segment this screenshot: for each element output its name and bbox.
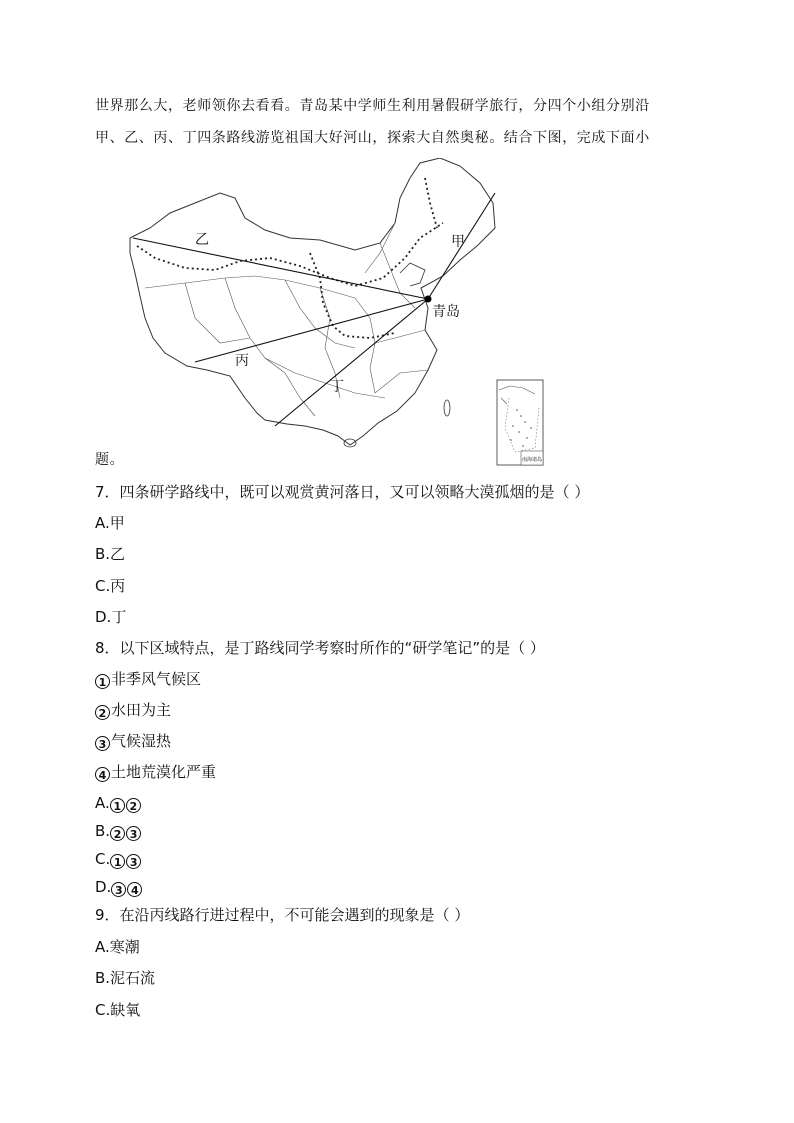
question-9-option-c[interactable]: C.缺氧 <box>95 1001 141 1019</box>
question-9-option-b[interactable]: B.泥石流 <box>95 969 156 987</box>
province-boundary <box>375 370 428 393</box>
intro-text-line-1: 世界那么大，老师领你去看看。青岛某中学师生利用暑假研学旅行，分四个小组分别沿 <box>95 98 650 114</box>
province-boundary <box>285 373 315 416</box>
circled-number: 3 <box>111 882 126 897</box>
circled-number: 2 <box>110 826 125 841</box>
question-7-option-a[interactable]: A.甲 <box>95 514 125 532</box>
china-route-map <box>125 158 545 468</box>
question-8-statement-2 <box>95 701 171 720</box>
province-boundary <box>365 223 395 273</box>
statement-text: 土地荒漠化严重 <box>111 763 217 781</box>
circled-number: 4 <box>95 767 110 782</box>
circled-number: 3 <box>126 826 141 841</box>
circled-number: 3 <box>95 736 110 751</box>
question-8-statement-1 <box>95 670 201 689</box>
option-letter: D. <box>95 878 112 896</box>
statement-text: 非季风气候区 <box>111 670 202 688</box>
circled-number: 1 <box>110 798 125 813</box>
question-8-statement-3 <box>95 732 171 751</box>
circled-number: 3 <box>126 854 141 869</box>
province-boundary <box>145 276 355 298</box>
question-9-stem: 9．在沿丙线路行进过程中，不可能会遇到的现象是（ ） <box>95 906 470 924</box>
intro-text-line-2: 甲、乙、丙、丁四条路线游览祖国大好河山，探索大自然奥秘。结合下图，完成下面小 <box>95 130 650 146</box>
province-boundary <box>225 278 285 373</box>
question-7-stem: 7．四条研学路线中，既可以观赏黄河落日，又可以领略大漠孤烟的是（ ） <box>95 483 590 501</box>
question-7-option-b[interactable]: B.乙 <box>95 545 126 563</box>
question-8-option-b[interactable] <box>95 822 142 841</box>
circled-number: 1 <box>95 674 110 689</box>
route-ding-line <box>275 299 428 426</box>
china-outline <box>130 158 495 445</box>
question-8-option-c[interactable] <box>95 850 142 869</box>
qingdao-label: 青岛 <box>432 303 460 319</box>
route-yi-line <box>133 238 428 299</box>
province-boundary <box>285 280 355 348</box>
province-boundary <box>265 358 385 398</box>
route-jia-label: 甲 <box>451 233 465 249</box>
inset-label: 南海诸岛 <box>522 458 543 463</box>
question-8-statement-4 <box>95 763 216 782</box>
option-letter: A. <box>95 794 110 812</box>
circled-number: 4 <box>127 882 142 897</box>
question-9-option-a[interactable]: A.寒潮 <box>95 938 140 956</box>
taiwan-island <box>444 400 450 416</box>
question-7-option-c[interactable]: C.丙 <box>95 577 126 595</box>
circled-number: 2 <box>95 705 110 720</box>
dotted-boundary <box>425 178 437 228</box>
circled-number: 2 <box>126 798 141 813</box>
question-7-option-d[interactable]: D.丁 <box>95 608 127 626</box>
route-bing-line <box>195 299 428 362</box>
province-boundary <box>185 283 250 343</box>
statement-text: 水田为主 <box>111 701 172 719</box>
route-bing-label: 丙 <box>235 352 249 368</box>
question-8-option-d[interactable] <box>95 878 143 897</box>
route-ding-label: 丁 <box>330 378 344 394</box>
option-letter: C. <box>95 850 111 868</box>
bohai-coast <box>400 263 425 286</box>
dotted-boundary <box>137 223 443 286</box>
qingdao-point <box>425 296 432 303</box>
circled-number: 1 <box>110 854 125 869</box>
question-8-option-a[interactable] <box>95 794 142 813</box>
hainan-island <box>344 439 356 447</box>
question-8-stem: 8．以下区域特点，是丁路线同学考察时所作的“研学笔记”的是（ ） <box>95 639 545 657</box>
statement-text: 气候湿热 <box>111 732 172 750</box>
route-yi-label: 乙 <box>195 231 209 247</box>
intro-text-line-3: 题。 <box>95 452 125 468</box>
option-letter: B. <box>95 822 111 840</box>
